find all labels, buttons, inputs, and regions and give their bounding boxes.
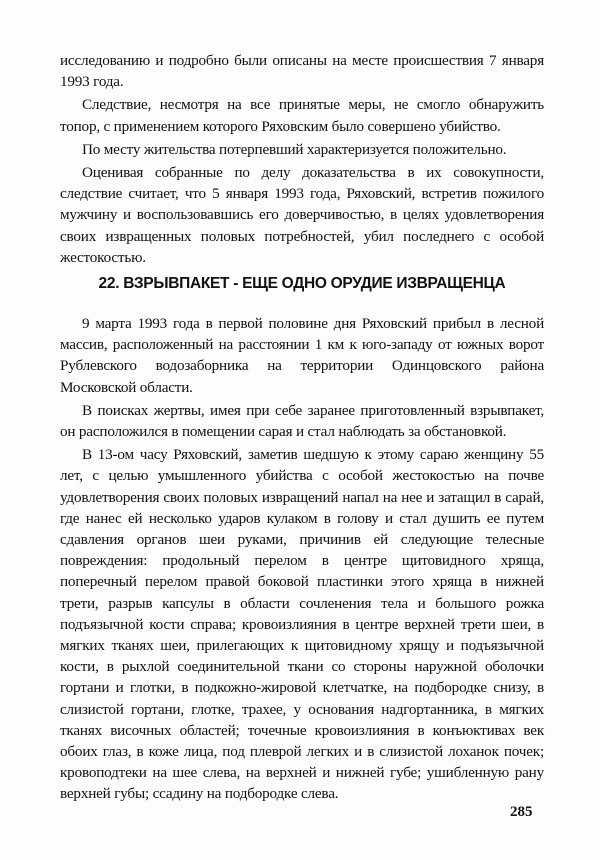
section-heading: 22. ВЗРЫВПАКЕТ - ЕЩЕ ОДНО ОРУДИЕ ИЗВРАЩЕНЦА (98, 275, 506, 292)
paragraph: В поисках жертвы, имея при себе заранее приготовленный взрывпакет, он расположился в помещении сарая и стал наблюдать за обстановкой. (60, 401, 544, 441)
paragraph: исследованию и подробно были описаны на месте происшествия 7 января 1993 года. (60, 52, 544, 91)
paragraph: Оценивая собранные по делу доказательства в их совокупности, следствие считает, что 5 января 1993 года, Ряховский, встретив пожилого мужчину и воспользовавшись его доверчивостью, в целях удовлетворения своих извращенных половых потребностей, убил последнего с особой жестокостью. (60, 164, 544, 266)
page-number: 285 (510, 804, 533, 820)
paragraph: В 13-ом часу Ряховский, заметив шедшую к этому сараю женщину 55 лет, с целью умышленного убийства с особой жестокостью на почве удовлетворения своих половых извращений напал на нее и затащил в сарай, где нанес ей несколько ударов кулаком в голову и стал душить ее путем сдавления органов шеи руками, причинив ей следующие телесные повреждения: продольный перелом в центре щитовидного хряща, поперечный перелом правой боковой пластинки этого хряща в нижней трети, разрыв капсулы в области сочленения тела и большого рожка подъязычной кости справа; кровоизлияния в центре верхней трети шеи, в мягких тканях шеи, прилегающих к щитовидному хрящу и подъязычной кости, в рыхлой соединительной ткани со стороны наружной оболочки гортани и глотки, в подкожно-жировой клетчатке, на подбородке снизу, в слизистой гортани, глотке, трахее, у основания надгортанника, в мягких тканях височных областей; точечные кровоизлияния в конъюктивах век обоих глаз, в коже лица, под плеврой легких и в слизистой лоханок почек; кровоподтеки на шее слева, на верхней и нижней губе; ушибленную рану верхней губы; ссадину на подбородке слева. (60, 446, 544, 803)
text-block-bottom (60, 313, 544, 807)
text-block-top (60, 50, 544, 270)
paragraph: Следствие, несмотря на все принятые меры, не смогло обнаружить топор, с применением которого Ряховским было совершено убийство. (60, 96, 544, 135)
paragraph: По месту жительства потерпевший характеризуется положительно. (82, 140, 507, 158)
paragraph: 9 марта 1993 года в первой половине дня Ряховский прибыл в лесной массив, расположенный на расстоянии 1 км к юго-западу от южных ворот Рублевского водозаборника на территории Одинцовского района Московской области. (60, 315, 544, 396)
